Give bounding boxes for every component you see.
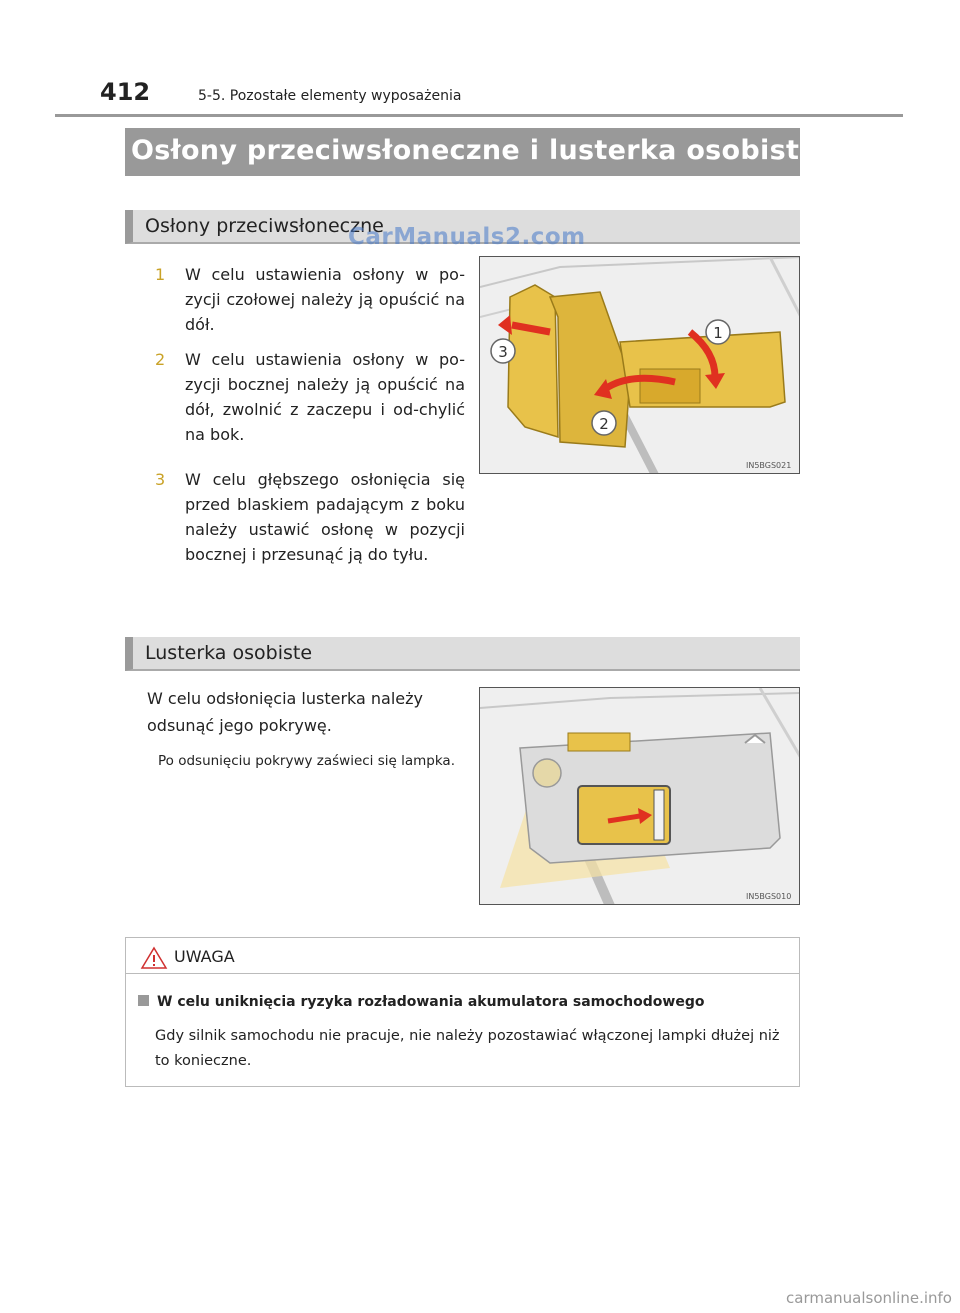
page-title-bar — [125, 128, 818, 176]
chapter-title: 5-5. Pozostałe elementy wyposażenia — [198, 88, 462, 104]
step-number: 1 — [155, 265, 166, 284]
section-heading-vanity-mirrors — [125, 637, 800, 671]
warning-header — [126, 938, 799, 974]
section-heading-label: Osłony przeciwsłoneczne — [145, 215, 384, 237]
vanity-mirror-illustration — [479, 687, 800, 905]
step-number: 2 — [155, 350, 166, 369]
page-header — [100, 78, 900, 112]
warning-item-text: Gdy silnik samochodu nie pracuje, nie należy pozostawiać włączonej lampki dłużej niż to konieczne. — [155, 1028, 780, 1069]
step-number: 3 — [155, 470, 166, 489]
header-divider — [55, 114, 903, 117]
figure-code: IN5BGS010 — [746, 892, 792, 901]
warning-item-title — [138, 994, 704, 1010]
warning-box — [125, 937, 800, 1087]
page-number: 412 — [100, 78, 151, 106]
figure-code: IN5BGS021 — [746, 461, 792, 470]
callout-1: 1 — [713, 324, 723, 342]
watermark: CarManuals2.com — [348, 224, 586, 250]
callout-3: 3 — [498, 343, 508, 361]
mirror-instruction: W celu odsłonięcia lusterka należy odsunąć jego pokrywę. — [147, 689, 423, 735]
bullet-square-icon — [138, 995, 149, 1006]
step-3 — [155, 467, 465, 567]
step-text: W celu ustawienia osłony w po-zycji czołowej należy ją opuścić na dół. — [185, 265, 465, 334]
step-text: W celu ustawienia osłony w po-zycji bocznej należy ją opuścić na dół, zwolnić z zaczepu i od-chylić na bok. — [185, 350, 465, 444]
step-2 — [155, 347, 465, 447]
callout-2: 2 — [599, 415, 609, 433]
warning-item-title-text: W celu uniknięcia ryzyka rozładowania akumulatora samochodowego — [157, 994, 705, 1010]
warning-label: UWAGA — [174, 947, 235, 966]
section-heading-label: Lusterka osobiste — [145, 642, 313, 664]
step-text: W celu głębszego osłonięcia się przed blaskiem padającym z boku należy ustawić osłonę w pozycji bocznej i przesunąć ją do tyłu. — [185, 470, 465, 564]
page-title: Osłony przeciwsłoneczne i lusterka osobiste — [131, 135, 818, 166]
sun-visor-illustration — [479, 256, 800, 474]
warning-icon — [140, 946, 168, 970]
step-1 — [155, 262, 465, 337]
mirror-note: Po odsunięciu pokrywy zaświeci się lampka. — [158, 753, 455, 769]
footer-watermark: carmanualsonline.info — [786, 1289, 952, 1307]
